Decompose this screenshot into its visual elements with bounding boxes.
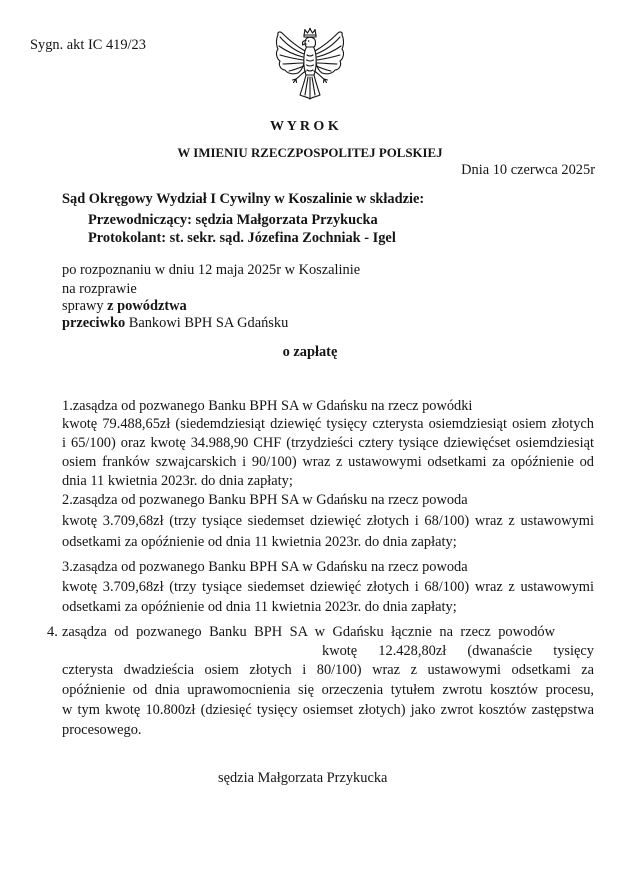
court-composition: Sąd Okręgowy Wydział I Cywilny w Koszalinie w składzie: [62,191,425,207]
case-prefix: sprawy [62,298,108,314]
ruling-4-line-3: czterysta dwadzieścia osiem złotych i 80/100) wraz z ustawowymi odsetkami za [62,662,594,678]
claimant-line [62,297,187,315]
ruling-1-line-1: 1.zasądza od pozwanego Banku BPH SA w Gdańsku na rzecz powódki [62,398,473,414]
ruling-3-line-2: kwotę 3.709,68zł (trzy tysiące siedemset dziewięć złotych i 68/100) wraz z ustawowymi [62,579,594,595]
defendant-name: Bankowi BPH SA Gdańsku [125,315,289,331]
case-subject: o zapłatę [282,344,338,360]
ruling-4-number: 4. [47,624,58,640]
ruling-2-line-3: odsetkami za opóźnienie od dnia 11 kwietnia 2023r. do dnia zapłaty; [62,534,457,550]
court-clerk: Protokolant: st. sekr. sąd. Józefina Zochniak - Igel [88,230,396,246]
ruling-1-line-5: dnia 11 kwietnia 2023r. do dnia zapłaty; [62,473,293,489]
case-number: Sygn. akt IC 419/23 [30,37,146,53]
hearing-info: po rozpoznaniu w dniu 12 maja 2025r w Koszalinie [62,262,361,278]
ruling-3-line-1: 3.zasądza od pozwanego Banku BPH SA w Gdańsku na rzecz powoda [62,559,468,575]
ruling-1-line-4: osiem franków szwajcarskich i 90/100) wraz z ustawowymi odsetkami za opóźnienie od [62,454,594,470]
judgment-subheading: W IMIENIU RZECZPOSPOLITEJ POLSKIEJ [177,146,443,160]
ruling-4-line-5: w tym kwotę 10.800zł (dziesięć tysięcy osiemset złotych) jako zwrot kosztów zastępstwa [62,702,594,718]
judgment-heading: W Y R O K [270,119,339,134]
ruling-3-line-3: odsetkami za opóźnienie od dnia 11 kwietnia 2023r. do dnia zapłaty; [62,599,457,615]
ruling-4-line-1: zasądza od pozwanego Banku BPH SA w Gdańsku łącznie na rzecz powodów [62,624,555,640]
against-label: przeciwko [62,315,126,331]
ruling-1-line-3: i 65/100) oraz kwotę 34.988,90 CHF (trzydzieści cztery tysiące dziewięćset osiemdziesiąt [62,435,594,451]
presiding-judge: Przewodniczący: sędzia Małgorzata Przykucka [88,212,378,228]
claim-label: z powództwa [107,298,187,314]
polish-eagle-icon [272,27,348,101]
ruling-4-line-6: procesowego. [62,722,142,738]
ruling-2-line-2: kwotę 3.709,68zł (trzy tysiące siedemset dziewięć złotych i 68/100) wraz z ustawowymi [62,513,594,529]
ruling-4-line-4: opóźnienie od dnia uprawomocnienia się orzeczenia tytułem zwrotu kosztów procesu, [62,682,594,698]
judge-signature: sędzia Małgorzata Przykucka [218,770,388,786]
ruling-4-line-2: kwotę 12.428,80zł (dwanaście tysięcy [322,643,594,659]
ruling-2-line-1: 2.zasądza od pozwanego Banku BPH SA w Gdańsku na rzecz powoda [62,492,468,508]
session-info: na rozprawie [62,281,137,297]
ruling-1-line-2: kwotę 79.488,65zł (siedemdziesiąt dziewięć tysięcy czterysta osiemdziesiąt osiem złotych [62,416,594,432]
judgment-date: Dnia 10 czerwca 2025r [461,162,595,178]
defendant-line [62,314,288,332]
